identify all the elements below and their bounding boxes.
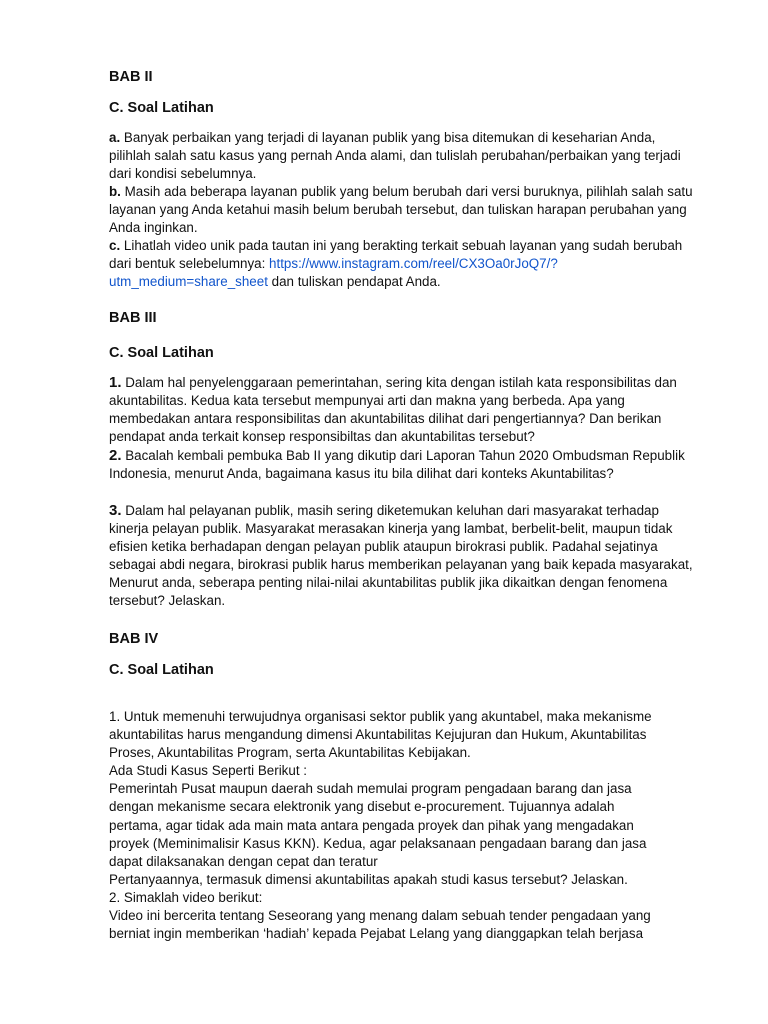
question-3-text: Dalam hal pelayanan publik, masih sering diketemukan keluhan dari masyarakat terhadap kinerja pelayan publik. Masyarakat merasakan kinerja yang lambat, berbelit-belit, maupun tidak efisien ketika berhadapan dengan pelayan publik ataupun birokrasi publik. Padahal sejatinya sebagai abdi negara, birokrasi publik harus memberikan pelayanan yang baik kepada masyarakat, Menurut anda, seberapa penting nilai-nilai akuntabilitas publik jika dikaitkan dengan fenomena tersebut? Jelaskan. — [109, 503, 693, 609]
bab-2-subtitle: C. Soal Latihan — [109, 100, 214, 116]
bab-4-line: Video ini bercerita tentang Seseorang yang menang dalam sebuah tender pengadaan yang — [109, 908, 651, 924]
bab-2-question-b — [109, 183, 699, 237]
question-1-marker: 1. — [109, 374, 122, 391]
question-3-marker: 3. — [109, 502, 122, 519]
bab-2-title: BAB II — [109, 69, 153, 85]
question-c-marker: c. — [109, 238, 121, 253]
bab-4-line: dengan mekanisme secara elektronik yang disebut e-procurement. Tujuannya adalah — [109, 799, 615, 815]
bab-2-question-c — [109, 237, 699, 291]
bab-4-line: berniat ingin memberikan ‘hadiah’ kepada Pejabat Lelang yang dianggapkan telah berjasa — [109, 926, 644, 942]
bab-4-line: Proses, Akuntabilitas Program, serta Akuntabilitas Kebijakan. — [109, 745, 471, 761]
question-a-marker: a. — [109, 130, 121, 145]
bab-3-question-3 — [109, 502, 699, 611]
bab-4-line: 2. Simaklah video berikut: — [109, 889, 263, 905]
question-a-text: Banyak perbaikan yang terjadi di layanan publik yang bisa ditemukan di keseharian Anda, pilihlah salah satu kasus yang pernah Anda alami, dan tulislah perubahan/perbaikan yang terjadi dari kondisi sebelumnya. — [109, 130, 681, 182]
question-2-text: Bacalah kembali pembuka Bab II yang dikutip dari Laporan Tahun 2020 Ombudsman Republik Indonesia, menurut Anda, bagaimana kasus itu bila dilihat dari konteks Akuntabilitas? — [109, 448, 685, 482]
bab-4-subtitle: C. Soal Latihan — [109, 662, 214, 678]
question-b-text: Masih ada beberapa layanan publik yang belum berubah dari versi buruknya, pilihlah salah satu layanan yang Anda ketahui masih belum berubah tersebut, dan tuliskan harapan perubahan yang Anda inginkan. — [109, 184, 693, 236]
question-b-marker: b. — [109, 184, 121, 199]
question-2-marker: 2. — [109, 447, 122, 464]
bab-4-line: dapat dilaksanakan dengan cepat dan teratur — [109, 853, 378, 869]
bab-3-title: BAB III — [109, 310, 157, 326]
bab-4-line: akuntabilitas harus mengandung dimensi Akuntabilitas Kejujuran dan Hukum, Akuntabilitas — [109, 727, 647, 743]
bab-4-line: proyek (Meminimalisir Kasus KKN). Kedua, agar pelaksanaan pengadaan barang dan jasa — [109, 835, 647, 851]
bab-3-question-1 — [109, 374, 699, 446]
question-c-after: dan tuliskan pendapat Anda. — [267, 274, 441, 290]
instagram-link[interactable]: https://www.instagram.com/reel/CX3Oa0rJoQ7/?utm_medium=share_sheet — [109, 256, 558, 290]
bab-4-title: BAB IV — [109, 631, 159, 647]
bab-4-line: pertama, agar tidak ada main mata antara pengada proyek dan pihak yang mengadakan — [109, 817, 634, 833]
bab-2-question-a — [109, 129, 699, 183]
bab-3-question-2 — [109, 447, 699, 483]
bab-4-line: Pertanyaannya, termasuk dimensi akuntabilitas apakah studi kasus tersebut? Jelaskan. — [109, 871, 628, 887]
bab-3-subtitle: C. Soal Latihan — [109, 345, 214, 361]
bab-4-line: Ada Studi Kasus Seperti Berikut : — [109, 763, 307, 779]
bab-4-line: 1. Untuk memenuhi terwujudnya organisasi sektor publik yang akuntabel, maka mekanisme — [109, 709, 652, 724]
bab-4-body — [109, 708, 699, 943]
question-1-text: Dalam hal penyelenggaraan pemerintahan, sering kita dengan istilah kata responsibilitas dan akuntabilitas. Kedua kata tersebut mempunyai arti dan makna yang berbeda. Apa yang membedakan antara responsibilitas dan akuntabilitas dilihat dari pengertiannya? Dan berikan pendapat anda terkait konsep responsibiltas dan akuntabilitas tersebut? — [109, 375, 677, 445]
question-c-text: Lihatlah video unik pada tautan ini yang berakting terkait sebuah layanan yang sudah berubah dari bentuk selebelumnya: — [109, 238, 683, 272]
bab-4-line: Pemerintah Pusat maupun daerah sudah memulai program pengadaan barang dan jasa — [109, 781, 632, 797]
